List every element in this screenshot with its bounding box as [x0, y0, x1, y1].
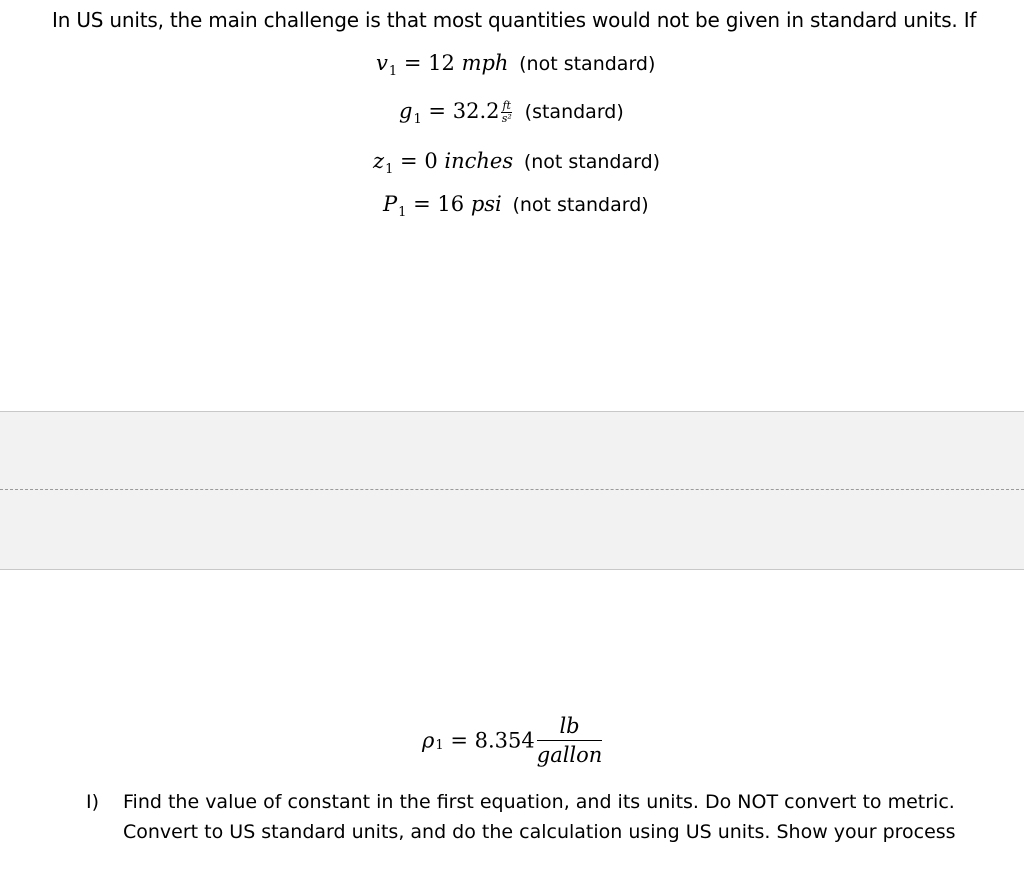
P1-note: (not standard) — [512, 194, 649, 216]
g1-unit-denominator: s² — [501, 111, 512, 125]
v1-value: 12 — [428, 51, 455, 75]
question-text: Find the value of constant in the first equation, and its units. Do NOT convert to metric. Convert to US standard units, and do the calculation using US units. Show your process — [123, 791, 956, 843]
g1-value: 32.2 — [452, 99, 500, 123]
P1-equals: = — [413, 192, 431, 216]
P1-unit: psi — [470, 192, 502, 216]
z1-unit: inches — [444, 149, 514, 173]
z1-symbol: z — [373, 149, 385, 173]
question-number: I) — [86, 791, 100, 813]
v1-note: (not standard) — [519, 53, 656, 75]
v1-equals: = — [403, 51, 422, 75]
rho1-subscript: 1 — [435, 737, 444, 753]
equation-v1 — [376, 50, 655, 80]
equation-P1 — [383, 191, 649, 221]
question-item — [86, 787, 986, 847]
g1-unit-numerator: ft — [502, 98, 511, 112]
dashed-divider — [0, 489, 1024, 490]
P1-symbol: P — [383, 192, 398, 216]
P1-value: 16 — [437, 192, 465, 216]
g1-equals: = — [428, 99, 447, 123]
rho1-unit-denominator: gallon — [536, 743, 603, 767]
equation-rho1 — [422, 712, 604, 769]
intro-text: In US units, the main challenge is that most quantities would not be given in standard units. If — [52, 8, 977, 32]
equation-g1 — [399, 98, 624, 128]
v1-unit: mph — [461, 51, 509, 75]
g1-symbol: g — [399, 99, 413, 123]
gray-separator-band — [0, 411, 1024, 570]
v1-subscript: 1 — [388, 64, 398, 79]
z1-subscript: 1 — [385, 162, 394, 177]
rho1-equals: = — [450, 728, 468, 753]
g1-note: (standard) — [524, 101, 624, 123]
rho1-unit-fraction — [537, 712, 603, 769]
v1-symbol: v — [376, 51, 388, 75]
equation-z1 — [373, 148, 660, 178]
g1-subscript: 1 — [413, 112, 422, 127]
z1-note: (not standard) — [523, 151, 661, 173]
g1-unit-fraction — [501, 100, 512, 125]
z1-value: 0 — [424, 149, 438, 173]
rho1-unit-numerator: lb — [537, 712, 603, 741]
P1-subscript: 1 — [398, 205, 407, 220]
rho1-symbol: ρ — [422, 728, 435, 753]
rho1-value: 8.354 — [474, 728, 535, 753]
z1-equals: = — [400, 149, 418, 173]
